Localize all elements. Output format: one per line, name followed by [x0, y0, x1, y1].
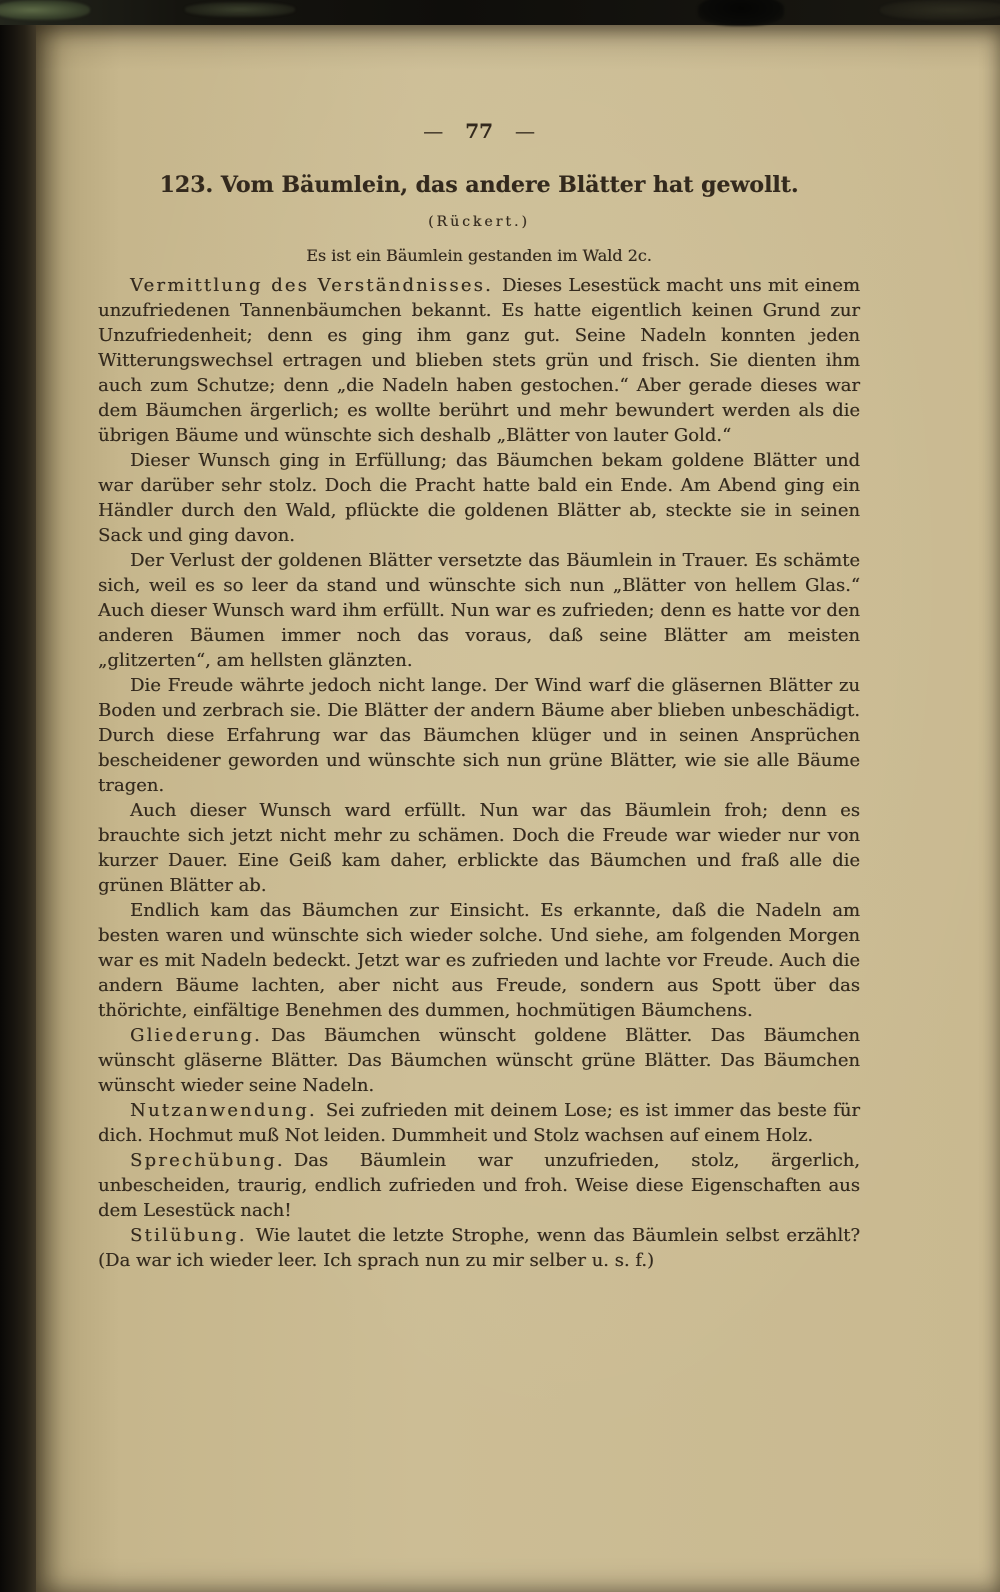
scan-artifact	[185, 2, 295, 17]
page-number: 77	[465, 119, 493, 143]
paragraph: Nutzanwendung. Sei zufrieden mit deinem Lose; es ist immer das beste für dich. Hochmut muß Not leiden. Dummheit und Stolz wachsen auf einem Holz.	[98, 1100, 860, 1146]
paragraph: Die Freude währte jedoch nicht lange. Der Wind warf die gläsernen Blätter zu Boden und zerbrach sie. Die Blätter der andern Bäume aber blieben unbeschädigt. Durch diese Erfahrung war das Bäumchen klüger und in seinen Ansprüchen bescheidener geworden und wünschte sich nun grüne Blätter, wie sie alle Bäume tragen.	[98, 675, 860, 796]
page-number-dash-right: —	[514, 119, 535, 143]
author-byline: (Rückert.)	[428, 214, 530, 230]
paragraph: Gliederung. Das Bäumchen wünscht goldene Blätter. Das Bäumchen wünscht gläserne Blätter. Das Bäumchen wünscht grüne Blätter. Das Bäumchen wünscht wieder seine Nadeln.	[98, 1025, 860, 1096]
page-content	[98, 119, 860, 1273]
paragraph: Dieser Wunsch ging in Erfüllung; das Bäumchen bekam goldene Blätter und war darüber sehr stolz. Doch die Pracht hatte bald ein Ende. Am Abend ging ein Händler durch den Wald, pflückte die goldenen Blätter ab, steckte sie in seinen Sack und ging davon.	[98, 450, 860, 546]
book-page	[34, 23, 1000, 1592]
lesson-title: 123. Vom Bäumlein, das andere Blätter hat gewollt.	[159, 172, 799, 198]
paragraph-lead: Nutzanwendung.	[130, 1100, 317, 1121]
scan-artifact	[880, 0, 1000, 20]
scan-artifact	[698, 0, 784, 26]
paragraph: Stilübung. Wie lautet die letzte Strophe, wenn das Bäumlein selbst erzählt? (Da war ich wieder leer. Ich sprach nun zu mir selber u. s. f.)	[98, 1225, 860, 1271]
paragraph: Vermittlung des Verständnisses. Dieses Lesestück macht uns mit einem unzufriedenen Tannenbäumchen bekannt. Es hatte eigentlich keinen Grund zur Unzufriedenheit; denn es ging ihm ganz gut. Seine Nadeln konnten jeden Witterungswechsel ertragen und blieben stets grün und frisch. Sie dienten ihm auch zum Schutze; denn „die Nadeln haben gestochen.“ Aber gerade dieses war dem Bäumchen ärgerlich; es wollte berührt und mehr bewundert werden als die übrigen Bäume und wünschte sich deshalb „Blätter von lauter Gold.“	[98, 275, 860, 446]
scan-top-edge	[0, 0, 1000, 25]
body-paragraphs	[98, 273, 860, 1273]
epigraph-line: Es ist ein Bäumlein gestanden im Wald 2c.	[306, 246, 652, 265]
paragraph: Sprechübung. Das Bäumlein war unzufrieden, stolz, ärgerlich, unbescheiden, traurig, endlich zufrieden und froh. Weise diese Eigenschaften aus dem Lesestück nach!	[98, 1150, 860, 1221]
paragraph: Auch dieser Wunsch ward erfüllt. Nun war das Bäumlein froh; denn es brauchte sich jetzt nicht mehr zu schämen. Doch die Freude war wieder nur von kurzer Dauer. Eine Geiß kam daher, erblickte das Bäumchen und fraß alle die grünen Blätter ab.	[98, 800, 860, 896]
page-number-row	[98, 119, 860, 144]
scan-artifact	[0, 0, 90, 20]
page-number-dash-left: —	[423, 119, 444, 143]
paragraph-lead: Gliederung.	[130, 1025, 262, 1046]
paragraph: Endlich kam das Bäumchen zur Einsicht. Es erkannte, daß die Nadeln am besten waren und wünschte sich wieder solche. Und siehe, am folgenden Morgen war es mit Nadeln bedeckt. Jetzt war es zufrieden und lachte vor Freude. Auch die andern Bäume lachten, aber nicht aus Freude, sondern aus Spott über das thörichte, einfältige Benehmen des dummen, hochmütigen Bäumchens.	[98, 900, 860, 1021]
paragraph-lead: Sprechübung.	[130, 1150, 285, 1171]
paragraph: Der Verlust der goldenen Blätter versetzte das Bäumlein in Trauer. Es schämte sich, weil es so leer da stand und wünschte sich nun „Blätter von hellem Glas.“ Auch dieser Wunsch ward ihm erfüllt. Nun war es zufrieden; denn es hatte vor den anderen Bäumen immer noch das voraus, daß seine Blätter am meisten „glitzerten“, am hellsten glänzten.	[98, 550, 860, 671]
paragraph-lead: Vermittlung des Verständnisses.	[130, 275, 493, 296]
paragraph-lead: Stilübung.	[130, 1225, 247, 1246]
scan-left-edge	[0, 0, 36, 1592]
